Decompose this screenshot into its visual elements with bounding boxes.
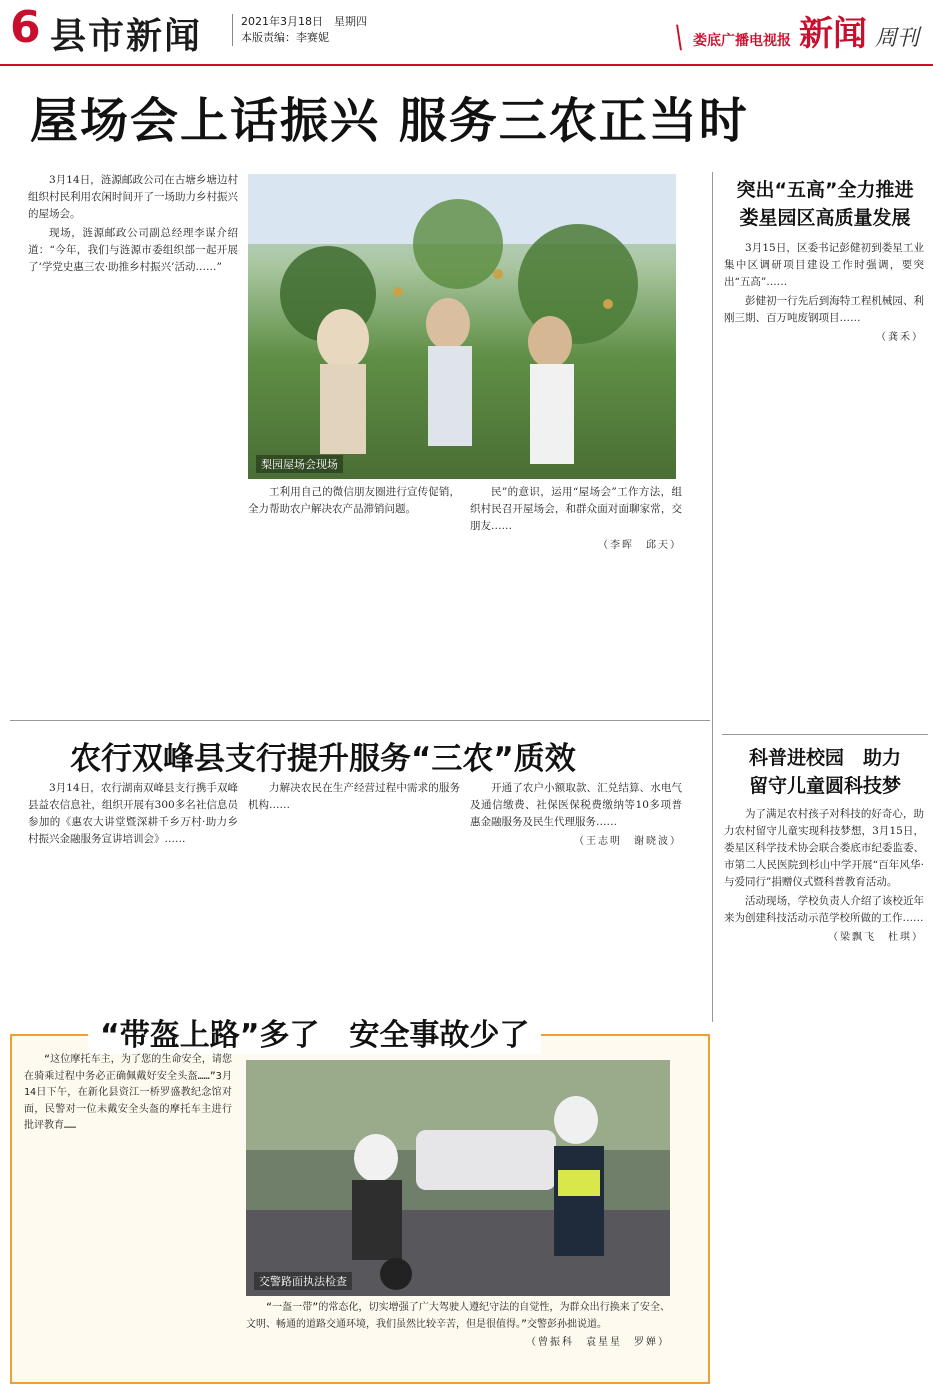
page-editor: 本版责编：李赛妮 — [241, 31, 329, 44]
article3-col1 — [28, 780, 238, 985]
article1-photo — [248, 174, 676, 479]
article1-para2: 现场，涟源邮政公司副总经理李谋介绍道：“今年，我们与涟源市委组织部一起开展了‘学党史惠三农·助推乡村振兴’活动……” — [28, 227, 238, 273]
article4-para1: 为了满足农村孩子对科技的好奇心，助力农村留守儿童实现科技梦想，3月15日，娄星区科学技术协会联合娄底市纪委监委、市第二人民医院到杉山中学开展“百年风华·与爱同行”捐赠仪式暨科普教育活动。 — [724, 808, 924, 888]
traffic-police-scene-image — [246, 1060, 670, 1296]
section-title: 县市新闻 — [50, 16, 203, 57]
article5-photo-caption: 交警路面执法检查 — [254, 1272, 352, 1290]
article1-col3 — [470, 484, 682, 702]
article3-col2 — [248, 780, 460, 985]
brand-news: 新闻 — [798, 14, 867, 54]
article1-byline: （李晖 邱天） — [598, 540, 682, 551]
article3-col1-text: 3月14日，农行湖南双峰县支行携手双峰县益农信息社，组织开展有300多名社信息员参加的《惠农大讲堂暨深耕千乡万村·助力乡村振兴金融服务宣讲培训会》…… — [28, 782, 238, 845]
issue-date: 2021年3月18日 星期四 — [241, 15, 367, 28]
orchard-scene-image — [248, 174, 676, 479]
article4-headline-line2: 留守儿童圆科技梦 — [748, 775, 901, 797]
article2-body — [724, 240, 924, 726]
section-divider — [10, 720, 710, 721]
article3-col3 — [470, 780, 682, 985]
article3-col2-text: 力解决农民在生产经营过程中需求的服务机构…… — [248, 782, 460, 811]
brand-org: 娄底广播电视报 — [692, 33, 791, 49]
article1-photo-caption: 梨园屋场会现场 — [256, 455, 343, 473]
article5-photo — [246, 1060, 670, 1296]
article1-col1 — [28, 172, 238, 702]
article5-col2 — [246, 1300, 670, 1380]
article3-col3-text: 开通了农户小额取款、汇兑结算、水电气及通信缴费、社保医保税费缴纳等10多项普惠金融服务及民生代理服务…… — [470, 782, 682, 828]
article4-headline — [722, 744, 928, 800]
article1-headline: 屋场会上话振兴 服务三农正当时 — [30, 93, 749, 149]
article5-col1 — [24, 1052, 232, 1378]
article3-byline: （王志明 谢晓波） — [574, 836, 682, 847]
article2-byline: （龚禾） — [876, 332, 924, 343]
article1-col2 — [248, 484, 460, 702]
article1-col2-text: 工利用自己的微信朋友圈进行宣传促销，全力帮助农户解决农产品滞销问题。 — [248, 486, 460, 515]
issue-info — [232, 14, 367, 46]
right-section-divider — [722, 734, 928, 735]
article4-byline: （梁飘飞 杜琪） — [828, 932, 924, 943]
article2-para2: 彭健初一行先后到海特工程机械园、利刚三期、百万吨废钢项目…… — [724, 295, 924, 324]
article1-lead: 3月14日，涟源邮政公司在古塘乡塘边村组织村民利用农闲时间开了一场助力乡村振兴的屋场会。 — [28, 174, 238, 220]
masthead — [0, 0, 933, 66]
article5-para1: “这位摩托车主，为了您的生命安全，请您在骑乘过程中务必正确佩戴好安全头盔……”3月14日下午，在新化县资江一桥罗盛教纪念馆对面，民警对一位未戴安全头盔的摩托车主进行批评教育…… — [24, 1054, 232, 1131]
article4-para2: 活动现场，学校负责人介绍了该校近年来为创建科技活动示范学校所做的工作…… — [724, 895, 924, 924]
article3-headline: 农行双峰县支行提升服务“三农”质效 — [70, 741, 576, 777]
article5-headline: “带盔上路”多了 安全事故少了 — [88, 1010, 541, 1054]
article4-body — [724, 806, 924, 1378]
article1-col3-text: 民”的意识，运用“屋场会”工作方法，组织村民召开屋场会，和群众面对面聊家常，交朋友…… — [470, 486, 682, 532]
article2-headline-line2: 娄星园区高质量发展 — [739, 207, 911, 229]
article5-byline: （曾振科 袁星星 罗婵） — [526, 1337, 670, 1348]
page-number: 6 — [10, 2, 41, 53]
column-divider — [712, 172, 713, 1022]
brand-logo — [667, 6, 919, 55]
article4-headline-line1: 科普进校园 助力 — [748, 747, 901, 769]
brand-slash-icon: ╲ — [667, 26, 690, 51]
article2-para1: 3月15日，区委书记彭健初到娄星工业集中区调研项目建设工作时强调，要突出“五高”…… — [724, 242, 924, 288]
article5-para2: “一盔一带”的常态化，切实增强了广大驾驶人遵纪守法的自觉性，为群众出行换来了安全、文明、畅通的道路交通环境，我们虽然比较辛苦，但是很值得。”交警彭孙拙说道。 — [246, 1302, 670, 1330]
article2-headline-line1: 突出“五高”全力推进 — [736, 179, 914, 201]
article2-headline — [722, 176, 928, 232]
brand-weekly: 周刊 — [874, 26, 919, 51]
